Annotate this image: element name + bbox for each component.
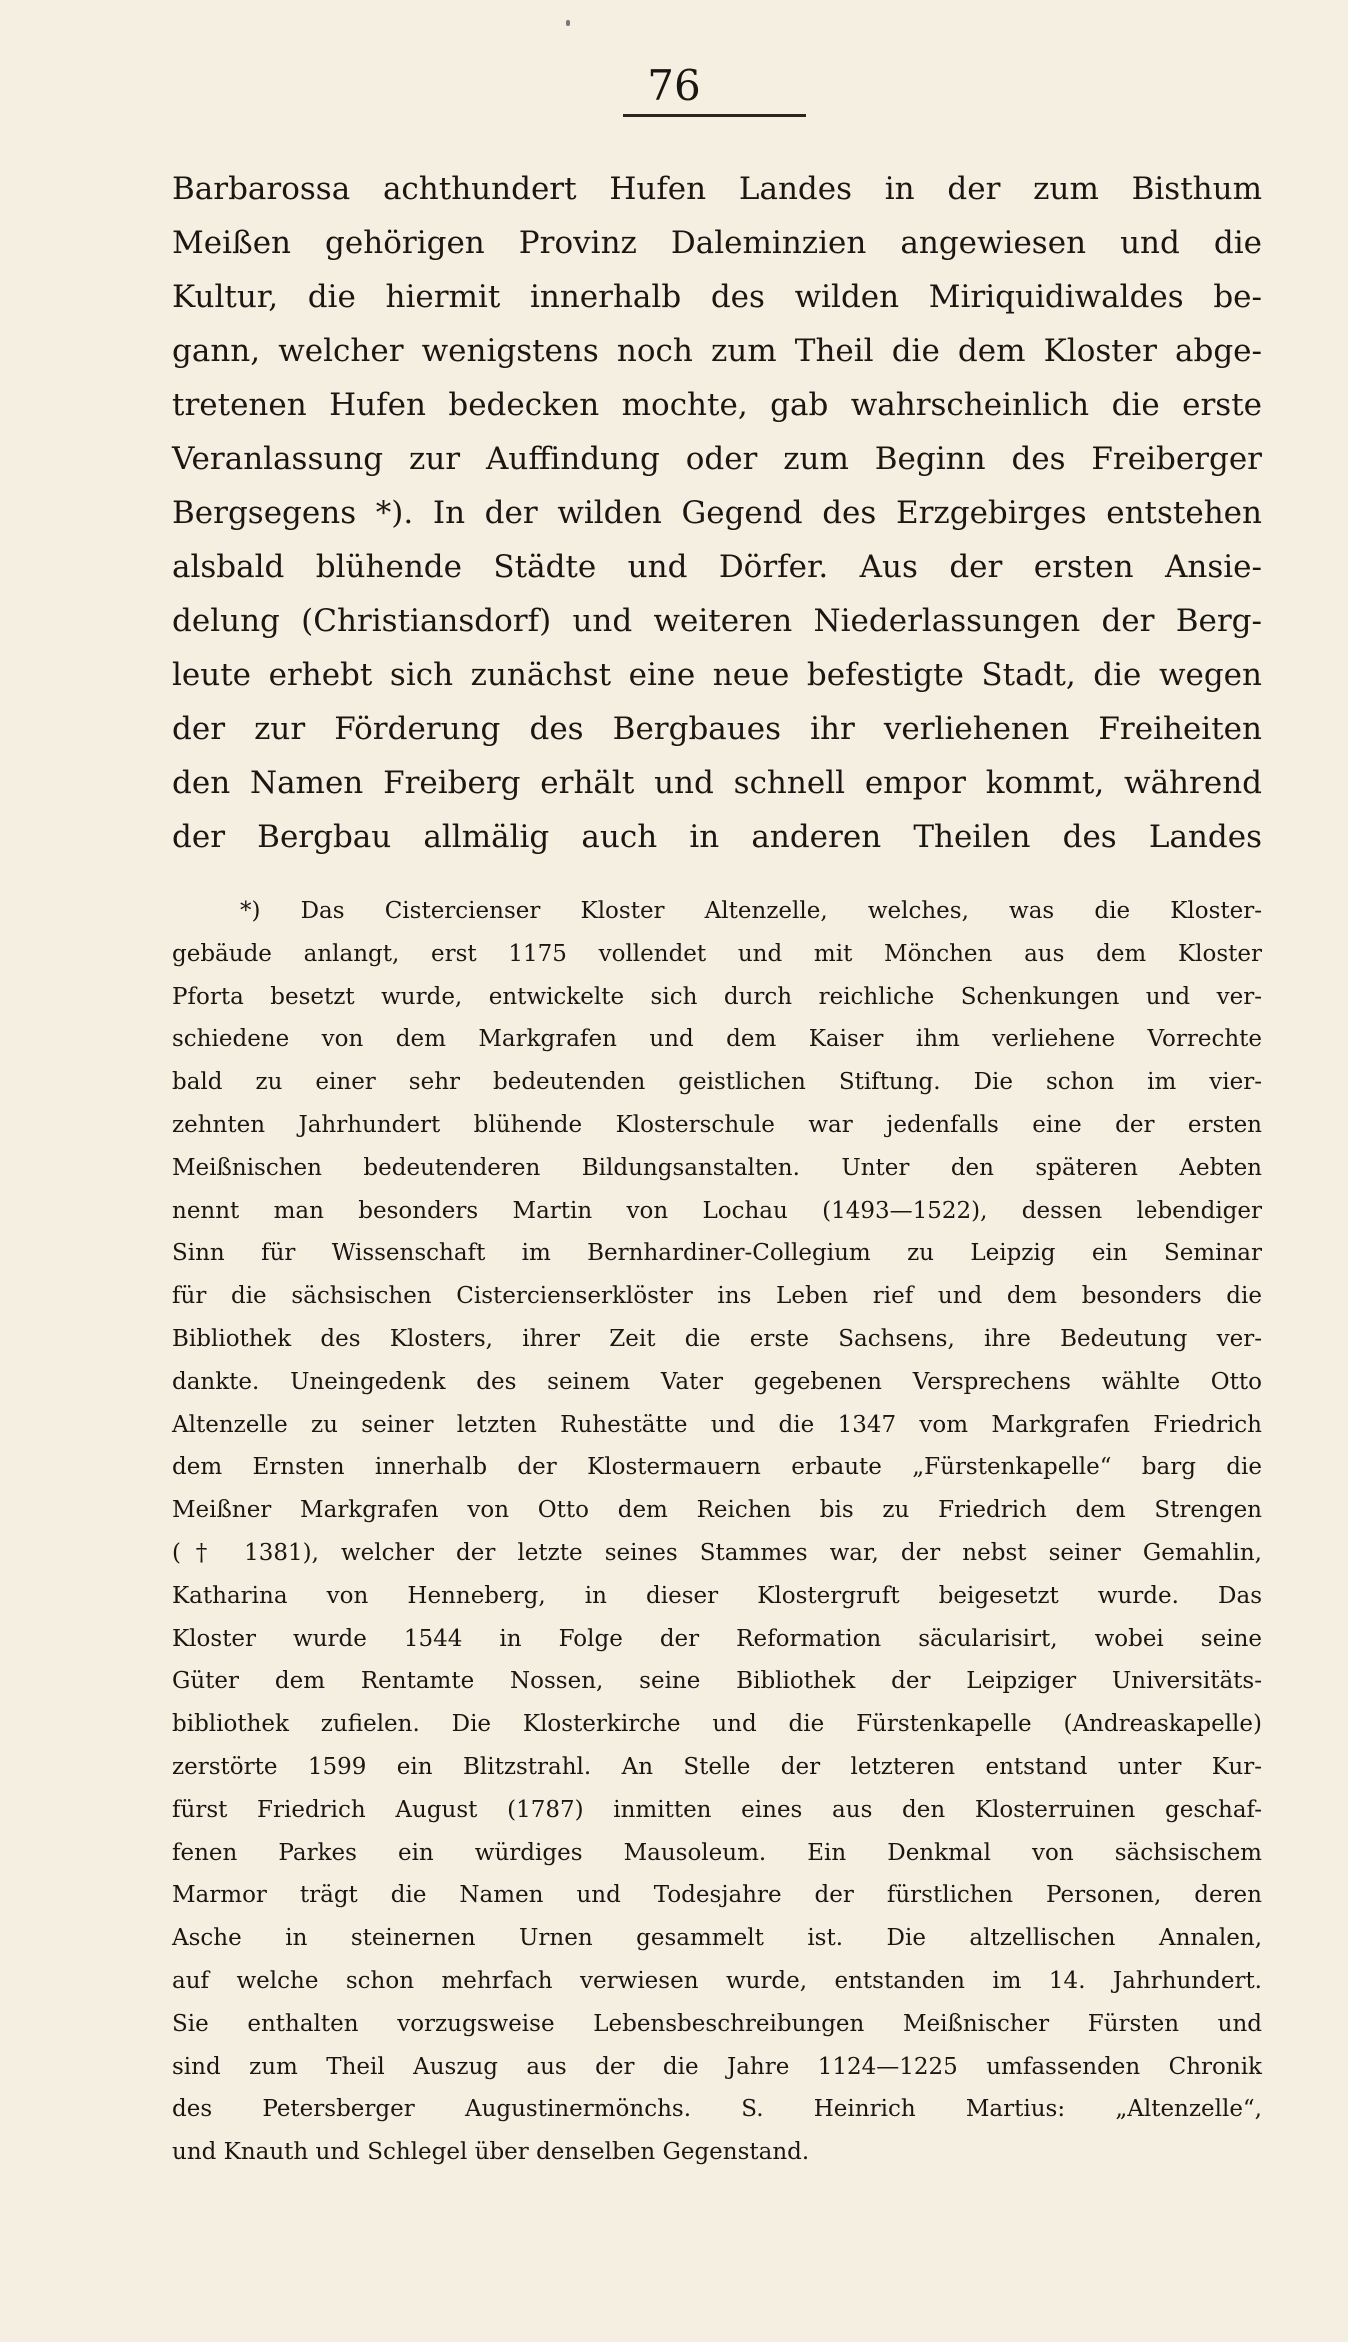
footnote-line: Bibliothek des Klosters, ihrer Zeit die erste Sachsens, ihre Bedeutung ver- [172,1325,1262,1352]
text-line: Kultur, die hiermit innerhalb des wilden Miriquidiwaldes be- [172,279,1262,315]
footnote-line: Pforta besetzt wurde, entwickelte sich durch reichliche Schenkungen und ver- [172,983,1262,1010]
footnote-line: Sie enthalten vorzugsweise Lebensbeschreibungen Meißnischer Fürsten und [172,2010,1262,2037]
text-line: tretenen Hufen bedecken mochte, gab wahrscheinlich die erste [172,387,1262,423]
text-line: gann, welcher wenigstens noch zum Theil die dem Kloster abge- [172,333,1262,369]
footnote-line: zerstörte 1599 ein Blitzstrahl. An Stelle der letzteren entstand unter Kur- [172,1753,1262,1780]
footnote-line: auf welche schon mehrfach verwiesen wurde, entstanden im 14. Jahrhundert. [172,1967,1262,1994]
text-line: Bergsegens *). In der wilden Gegend des Erzgebirges entstehen [172,495,1262,531]
footnote-line: Güter dem Rentamte Nossen, seine Bibliothek der Leipziger Universitäts- [172,1668,1262,1695]
footnote-block [172,890,1262,2174]
footnote-line: dankte. Uneingedenk des seinem Vater gegebenen Versprechens wählte Otto [172,1368,1262,1395]
page-number: 76 [647,61,701,110]
text-line: Veranlassung zur Auffindung oder zum Beginn des Freiberger [172,441,1262,477]
footnote-line: zehnten Jahrhundert blühende Klosterschule war jedenfalls eine der ersten [172,1111,1262,1138]
text-line: leute erhebt sich zunächst eine neue befestigte Stadt, die wegen [172,657,1262,693]
text-line: Meißen gehörigen Provinz Daleminzien angewiesen und die [172,225,1262,261]
footnote-line: des Petersberger Augustinermönchs. S. Heinrich Martius: „Altenzelle“, [172,2096,1262,2123]
footnote-line: fenen Parkes ein würdiges Mausoleum. Ein Denkmal von sächsischem [172,1839,1262,1866]
text-line: alsbald blühende Städte und Dörfer. Aus der ersten Ansie- [172,549,1262,585]
footnote-line: Marmor trägt die Namen und Todesjahre der fürstlichen Personen, deren [172,1882,1262,1909]
footnote-line: gebäude anlangt, erst 1175 vollendet und mit Mönchen aus dem Kloster [172,940,1262,967]
text-line: der zur Förderung des Bergbaues ihr verliehenen Freiheiten [172,711,1262,747]
text-line: den Namen Freiberg erhält und schnell empor kommt, während [172,765,1262,801]
main-text-block [172,162,1262,864]
footnote-line: Katharina von Henneberg, in dieser Klostergruft beigesetzt wurde. Das [172,1582,1262,1609]
footnote-line: Altenzelle zu seiner letzten Ruhestätte und die 1347 vom Markgrafen Friedrich [172,1411,1262,1438]
footnote-line: Meißnischen bedeutenderen Bildungsanstalten. Unter den späteren Aebten [172,1154,1262,1181]
footnote-line: dem Ernsten innerhalb der Klostermauern erbaute „Fürstenkapelle“ barg die [172,1454,1262,1481]
footnote-line: für die sächsischen Cistercienserklöster ins Leben rief und dem besonders die [172,1283,1262,1310]
footnote-line: nennt man besonders Martin von Lochau (1493—1522), dessen lebendiger [172,1197,1262,1224]
footnote-line: Kloster wurde 1544 in Folge der Reformation säcularisirt, wobei seine [172,1625,1262,1652]
footnote-line: bald zu einer sehr bedeutenden geistlichen Stiftung. Die schon im vier- [172,1069,1262,1096]
footnote-line: Asche in steinernen Urnen gesammelt ist. Die altzellischen Annalen, [172,1925,1262,1952]
footnote-line: bibliothek zufielen. Die Klosterkirche und die Fürstenkapelle (Andreaskapelle) [172,1711,1262,1738]
footnote-line: *) Das Cistercienser Kloster Altenzelle, welches, was die Kloster- [240,898,1262,924]
footnote-line: († 1381), welcher der letzte seines Stammes war, der nebst seiner Gemahlin, [172,1539,1262,1566]
footnote-line: Sinn für Wissenschaft im Bernhardiner-Collegium zu Leipzig ein Seminar [172,1240,1262,1267]
text-line: delung (Christiansdorf) und weiteren Niederlassungen der Berg- [172,603,1262,639]
text-line: Barbarossa achthundert Hufen Landes in der zum Bisthum [172,171,1262,207]
footnote-line: sind zum Theil Auszug aus der die Jahre 1124—1225 umfassenden Chronik [172,2053,1262,2080]
page-number-rule [623,114,806,117]
paper-speck [566,20,570,26]
footnote-line: Meißner Markgrafen von Otto dem Reichen bis zu Friedrich dem Strengen [172,1497,1262,1524]
text-line: der Bergbau allmälig auch in anderen Theilen des Landes [172,819,1262,855]
footnote-line: und Knauth und Schlegel über denselben Gegenstand. [172,2139,810,2166]
footnote-line: schiedene von dem Markgrafen und dem Kaiser ihm verliehene Vorrechte [172,1026,1262,1053]
footnote-line: fürst Friedrich August (1787) inmitten eines aus den Klosterruinen geschaf- [172,1796,1262,1823]
